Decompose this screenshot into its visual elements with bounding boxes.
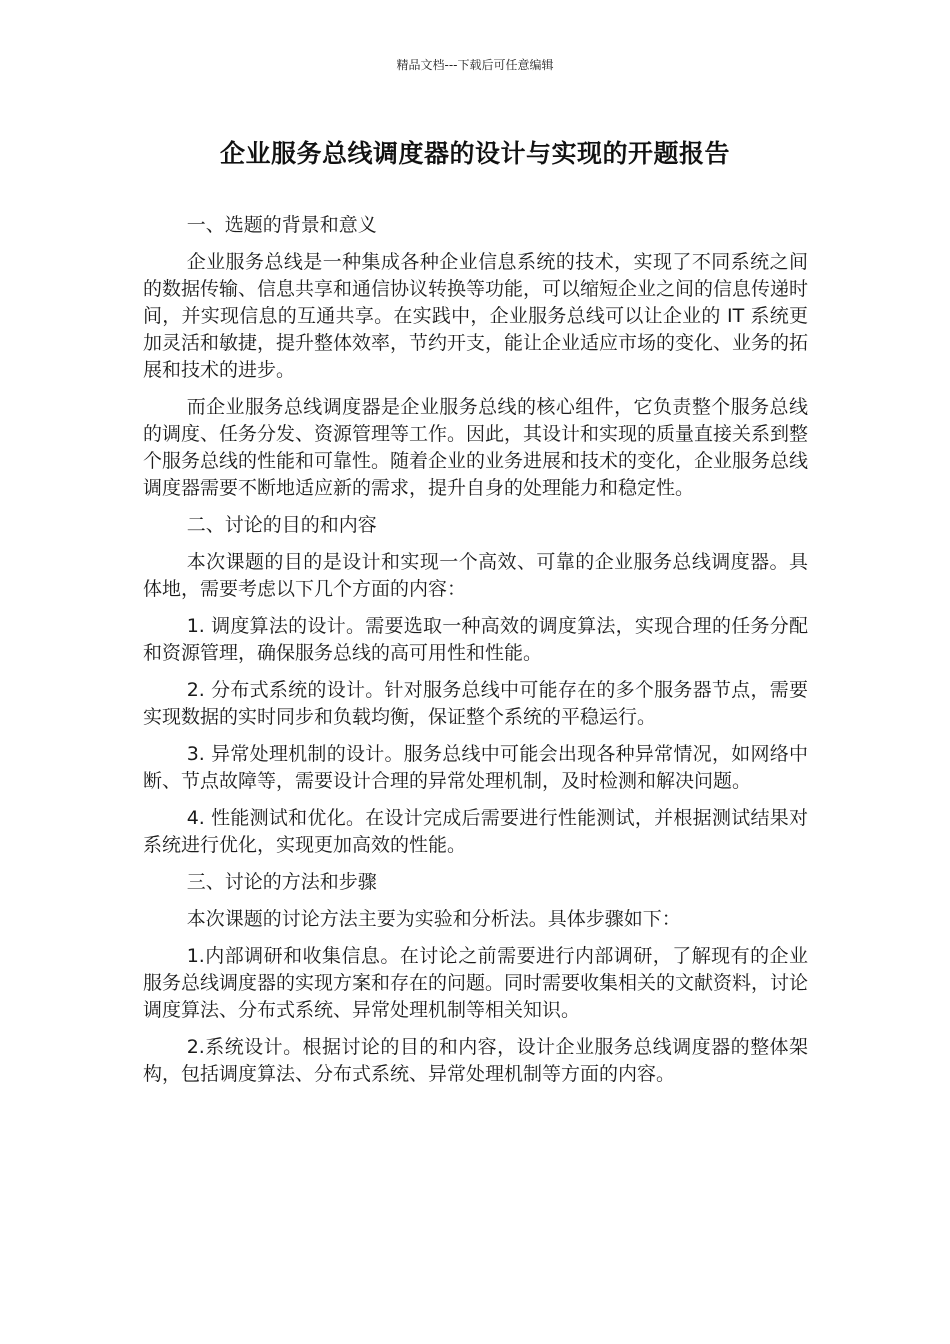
header-note: 精品文档---下载后可任意编辑 [396,58,554,72]
list-item-scheduling-algorithm: 1. 调度算法的设计。需要选取一种高效的调度算法，实现合理的任务分配和资源管理，确保服务总线的高可用性和性能。 [143,615,808,664]
list-item-distributed-system: 2. 分布式系统的设计。针对服务总线中可能存在的多个服务器节点，需要实现数据的实时同步和负载均衡，保证整个系统的平稳运行。 [143,679,808,728]
document-title: 企业服务总线调度器的设计与实现的开题报告 [219,139,730,168]
list-item-exception-handling: 3. 异常处理机制的设计。服务总线中可能会出现各种异常情况，如网络中断、节点故障等，需要设计合理的异常处理机制，及时检测和解决问题。 [143,743,808,792]
list-item-system-design: 2.系统设计。根据讨论的目的和内容，设计企业服务总线调度器的整体架构，包括调度算法、分布式系统、异常处理机制等方面的内容。 [143,1036,808,1085]
paragraph-scheduler-intro: 而企业服务总线调度器是企业服务总线的核心组件，它负责整个服务总线的调度、任务分发、资源管理等工作。因此，其设计和实现的质量直接关系到整个服务总线的性能和可靠性。随着企业的业务进展和技术的变化，企业服务总线调度器需要不断地适应新的需求，提升自身的处理能力和稳定性。 [143,396,809,499]
document-body [143,212,808,1098]
section-heading-goals: 二、讨论的目的和内容 [186,514,377,536]
paragraph-methods: 本次课题的讨论方法主要为实验和分析法。具体步骤如下： [186,908,681,930]
section-heading-methods: 三、讨论的方法和步骤 [186,871,377,893]
paragraph-esb-intro: 企业服务总线是一种集成各种企业信息系统的技术，实现了不同系统之间的数据传输、信息共享和通信协议转换等功能，可以缩短企业之间的信息传递时间，并实现信息的互通共享。在实践中，企业服务总线可以让企业的 IT 系统更加灵活和敏捷，提升整体效率，节约开支，能让企业适应市场的变化、业务的拓展和技术的进步。 [143,251,809,381]
section-heading-background: 一、选题的背景和意义 [186,214,377,236]
list-item-performance-testing: 4. 性能测试和优化。在设计完成后需要进行性能测试，并根据测试结果对系统进行优化，实现更加高效的性能。 [143,807,808,856]
paragraph-goals: 本次课题的目的是设计和实现一个高效、可靠的企业服务总线调度器。具体地，需要考虑以下几个方面的内容： [143,551,808,600]
list-item-research: 1.内部调研和收集信息。在讨论之前需要进行内部调研，了解现有的企业服务总线调度器的实现方案和存在的问题。同时需要收集相关的文献资料，讨论调度算法、分布式系统、异常处理机制等相关知识。 [143,945,809,1021]
